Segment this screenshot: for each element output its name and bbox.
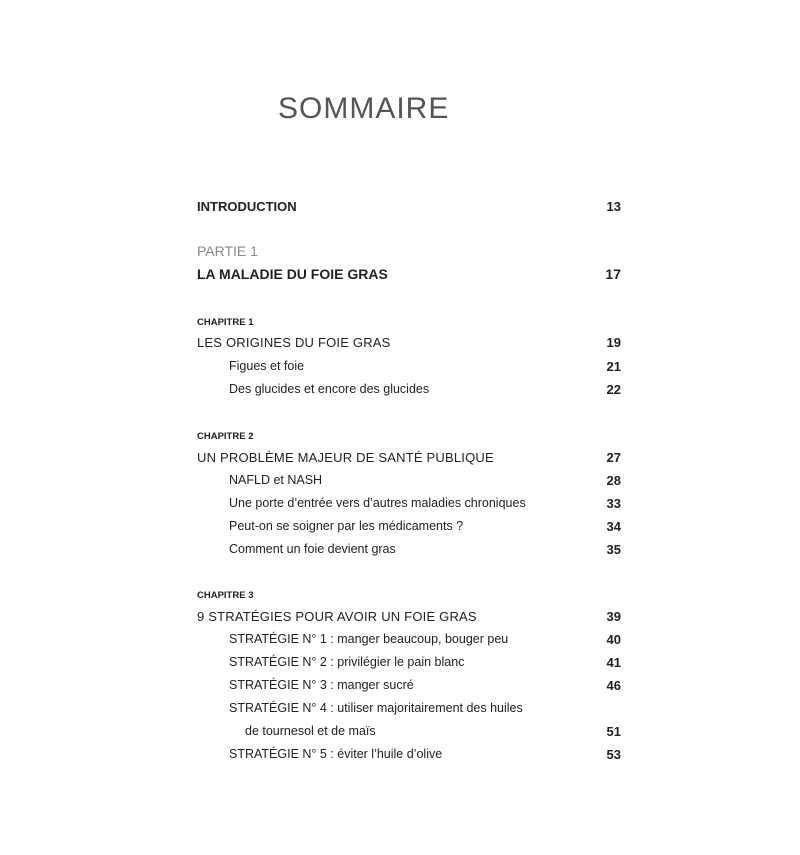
toc-entry-section[interactable]	[0, 678, 800, 698]
chapter-title: LES ORIGINES DU FOIE GRAS	[197, 335, 391, 350]
toc-entry-label: INTRODUCTION	[197, 199, 297, 214]
toc-entry-page: 46	[606, 678, 621, 693]
toc-entry-page: 34	[606, 519, 621, 534]
toc-entry-part-1[interactable]	[0, 266, 800, 286]
toc-entry-page: 27	[606, 450, 621, 465]
toc-entry-section[interactable]	[0, 359, 800, 379]
section-title: NAFLD et NASH	[229, 473, 323, 487]
toc-entry-section[interactable]	[0, 473, 800, 493]
toc-entry-page: 22	[606, 382, 621, 397]
toc-entry-page: 40	[606, 632, 621, 647]
toc-entry-chapter-3[interactable]	[0, 609, 800, 629]
section-title: Des glucides et encore des glucides	[229, 382, 430, 396]
toc-entry-section[interactable]	[0, 542, 800, 562]
section-title: Une porte d’entrée vers d’autres maladies chroniques	[229, 496, 526, 510]
section-title: STRATÉGIE N° 3 : manger sucré	[229, 678, 414, 692]
toc-entry-section-continued[interactable]	[0, 724, 800, 744]
section-title: Comment un foie devient gras	[229, 542, 396, 556]
toc-entry-chapter-2[interactable]	[0, 450, 800, 470]
section-title: Peut-on se soigner par les médicaments ?	[229, 519, 464, 533]
section-title: STRATÉGIE N° 5 : éviter l’huile d’olive	[229, 747, 443, 761]
page-title: SOMMAIRE	[278, 92, 450, 125]
toc-entry-section[interactable]	[0, 632, 800, 652]
section-title: Figues et foie	[229, 359, 305, 373]
toc-entry-page: 41	[606, 655, 621, 670]
toc-entry-section[interactable]	[0, 382, 800, 402]
toc-entry-section[interactable]	[0, 701, 800, 721]
section-title-continued: de tournesol et de maïs	[245, 724, 376, 738]
toc-entry-page: 35	[606, 542, 621, 557]
toc-entry-page: 39	[606, 609, 621, 624]
part-title: LA MALADIE DU FOIE GRAS	[197, 266, 388, 282]
part-number: PARTIE 1	[197, 243, 258, 259]
section-title: STRATÉGIE N° 2 : privilégier le pain blanc	[229, 655, 465, 669]
chapter-title: 9 STRATÉGIES POUR AVOIR UN FOIE GRAS	[197, 609, 477, 624]
toc-entry-chapter-1[interactable]	[0, 335, 800, 355]
toc-entry-page: 21	[606, 359, 621, 374]
chapter-number: CHAPITRE 2	[197, 431, 254, 442]
toc-entry-page: 53	[606, 747, 621, 762]
toc-entry-page: 33	[606, 496, 621, 511]
toc-entry-page: 13	[606, 199, 621, 214]
toc-entry-section[interactable]	[0, 655, 800, 675]
toc-entry-section[interactable]	[0, 496, 800, 516]
section-title: STRATÉGIE N° 1 : manger beaucoup, bouger peu	[229, 632, 509, 646]
toc-entry-page: 51	[606, 724, 621, 739]
chapter-number: CHAPITRE 3	[197, 590, 254, 601]
toc-entry-section[interactable]	[0, 519, 800, 539]
chapter-number: CHAPITRE 1	[197, 317, 254, 328]
toc-entry-page: 17	[605, 266, 621, 282]
toc-entry-page: 19	[606, 335, 621, 350]
toc-entry-section[interactable]	[0, 747, 800, 767]
section-title: STRATÉGIE N° 4 : utiliser majoritairement des huiles	[229, 701, 523, 715]
toc-entry-introduction[interactable]	[0, 199, 800, 219]
toc-entry-page: 28	[606, 473, 621, 488]
chapter-title: UN PROBLÈME MAJEUR DE SANTÉ PUBLIQUE	[197, 450, 494, 465]
